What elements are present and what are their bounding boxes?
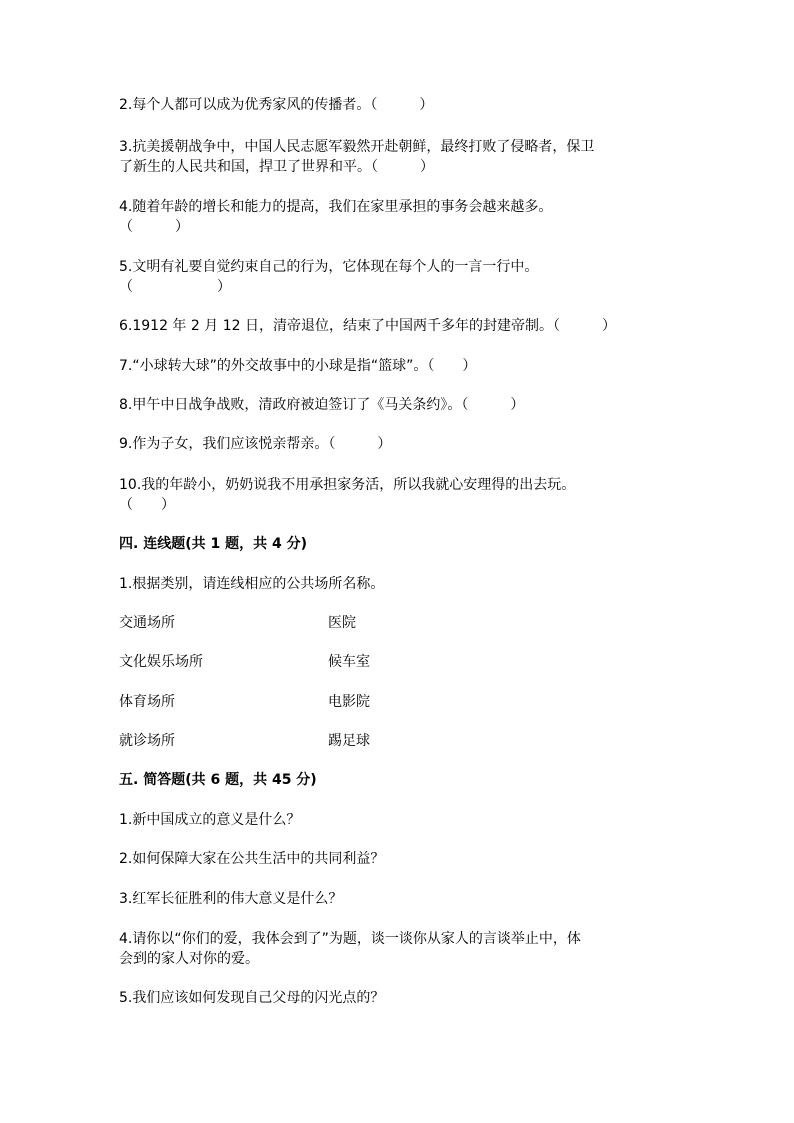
matching-left-item: 文化娱乐场所 [119, 654, 203, 670]
judge-question-6: 6.1912 年 2 月 12 日，清帝退位，结束了中国两千多年的封建帝制。（ ） [119, 318, 616, 334]
short-answer-question-2: 2.如何保障大家在公共生活中的共同利益？ [119, 851, 385, 867]
judge-question-3-line1: 3.抗美援朝战争中，中国人民志愿军毅然开赴朝鲜，最终打败了侵略者，保卫 [119, 139, 595, 155]
section-heading-short-answer: 五. 简答题(共 6 题，共 45 分) [119, 772, 317, 788]
matching-right-item: 候车室 [328, 654, 370, 670]
matching-left-item: 就诊场所 [119, 733, 175, 749]
matching-right-item: 电影院 [328, 694, 370, 710]
matching-question-1: 1.根据类别，请连线相应的公共场所名称。 [119, 576, 385, 592]
short-answer-question-4-line2: 会到的家人对你的爱。 [119, 951, 259, 967]
judge-question-9: 9.作为子女，我们应该悦亲帮亲。（ ） [119, 436, 392, 452]
short-answer-question-5: 5.我们应该如何发现自己父母的闪光点的？ [119, 990, 385, 1006]
short-answer-question-4-line1: 4.请你以“你们的爱，我体会到了”为题，谈一谈你从家人的言谈举止中，体 [119, 931, 581, 947]
judge-question-8: 8.甲午中日战争战败，清政府被迫签订了《马关条约》。（ ） [119, 397, 525, 413]
judge-question-4-line2: （ ） [119, 219, 189, 235]
matching-right-item: 医院 [328, 615, 356, 631]
matching-right-item: 踢足球 [328, 733, 370, 749]
judge-question-2: 2.每个人都可以成为优秀家风的传播者。（ ） [119, 97, 434, 113]
judge-question-7: 7.“小球转大球”的外交故事中的小球是指“篮球”。（ ） [119, 358, 477, 374]
judge-question-10-line1: 10.我的年龄小，奶奶说我不用承担家务活，所以我就心安理得的出去玩。 [119, 477, 576, 493]
judge-question-5-line1: 5.文明有礼要自觉约束自己的行为，它体现在每个人的一言一行中。 [119, 259, 539, 275]
matching-left-item: 交通场所 [119, 615, 175, 631]
judge-question-5-line2: （ ） [119, 279, 231, 295]
matching-left-item: 体育场所 [119, 694, 175, 710]
judge-question-10-line2: （ ） [119, 497, 175, 513]
judge-question-4-line1: 4.随着年龄的增长和能力的提高，我们在家里承担的事务会越来越多。 [119, 199, 553, 215]
judge-question-3-line2: 了新生的人民共和国，捍卫了世界和平。（ ） [119, 159, 434, 175]
section-heading-matching: 四. 连线题(共 1 题，共 4 分) [119, 536, 307, 552]
short-answer-question-3: 3.红军长征胜利的伟大意义是什么？ [119, 891, 343, 907]
short-answer-question-1: 1.新中国成立的意义是什么？ [119, 812, 301, 828]
